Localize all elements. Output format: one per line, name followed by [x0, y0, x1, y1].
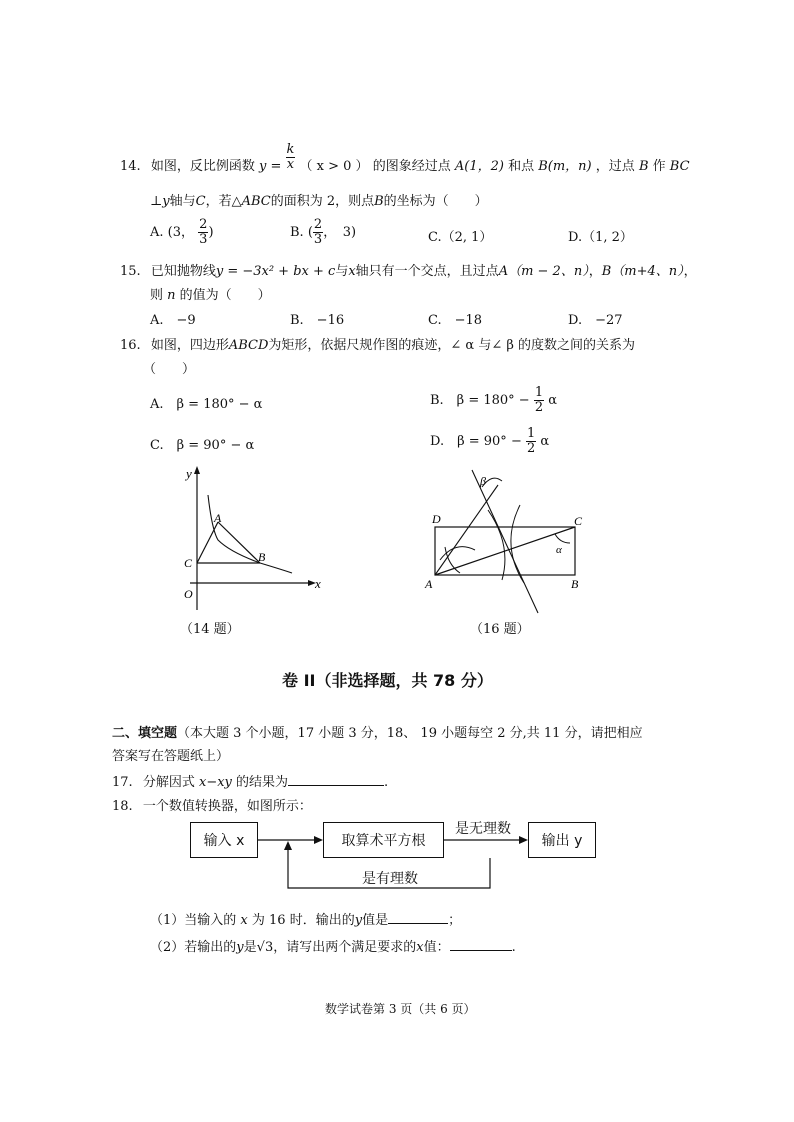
- q14-option-a: [150, 218, 214, 247]
- q15-text-2: 与: [335, 264, 349, 279]
- q14-opt-a-den: 3: [199, 232, 208, 247]
- q16-opt-b-den: 2: [534, 400, 544, 415]
- q16-opt-d-label: D. β = 90° −: [430, 434, 522, 449]
- q16-opt-b-label: B. β = 180° −: [430, 393, 530, 408]
- q14-func: y =: [258, 159, 282, 174]
- q14-perp: ⊥: [150, 194, 163, 209]
- q15-text-5: ，: [683, 264, 697, 279]
- q16-opt-b-frac: [534, 386, 544, 415]
- q14-text-1: 如图，反比例函数: [150, 159, 255, 174]
- fig16-ray-bisector: [435, 485, 498, 575]
- q14-opt-b-label: B.: [290, 225, 304, 240]
- q14-segment-bc: BC: [669, 159, 690, 174]
- fig14-segment-ab: [218, 522, 260, 563]
- flow-sqrt-label: 取算术平方根: [341, 833, 426, 849]
- section-2-title: 卷 II（非选择题，共 78 分）: [282, 671, 493, 690]
- q14-text-5: 作: [652, 159, 666, 174]
- fig16-caption: （16 题）: [470, 622, 530, 637]
- fill-header-bold: 二、填空题: [112, 726, 178, 741]
- q17-end: .: [384, 775, 389, 790]
- q15-l2b: 的值为（ ）: [179, 288, 271, 303]
- q16-abcd: ABCD: [228, 338, 269, 353]
- q14-b: B: [374, 194, 384, 209]
- q18-sub2-y: y: [236, 940, 244, 955]
- q16-option-d: [430, 427, 549, 456]
- q15-n: n: [167, 288, 176, 303]
- q14-opt-b-pre: (: [307, 225, 313, 240]
- q14-text-3: 和点: [508, 159, 535, 174]
- fig16-label-c: C: [574, 514, 583, 528]
- q14-point-b2: B: [638, 159, 649, 174]
- flow-input-label: 输入 x: [203, 833, 245, 849]
- q14-c: C: [195, 194, 206, 209]
- q16-opt-d-post: α: [540, 434, 550, 449]
- flow-arrowhead-loop: [284, 841, 292, 850]
- q18-line1: [112, 795, 312, 814]
- fig14-caption: （14 题）: [180, 622, 240, 637]
- q17-text-2: 的结果为: [236, 775, 289, 790]
- q18-sub2-c: ，请写出两个满足要求的: [273, 940, 417, 955]
- q14-l2d: ，若△: [205, 194, 242, 209]
- q18-text-1: 一个数值转换器，如图所示：: [142, 799, 312, 814]
- q16-line1: [120, 334, 635, 353]
- q14-condition: （ x > 0 ）: [299, 159, 369, 174]
- q15-option-d: D. −27: [568, 313, 623, 328]
- q14-line1: [120, 142, 690, 174]
- q15-line1: [120, 260, 697, 279]
- q18-sub2-answer-blank[interactable]: [450, 938, 512, 951]
- q14-line2: [150, 190, 488, 209]
- q18-sub2: [150, 936, 516, 955]
- q15-l2a: 则: [150, 288, 164, 303]
- q14-l2f: 的坐标为（ ）: [383, 194, 488, 209]
- q14-opt-a-label: A.: [150, 225, 164, 240]
- q18-sub2-b: 是: [243, 940, 257, 955]
- q18-sub1: [150, 909, 461, 928]
- q14-text-4: ，过点: [595, 159, 635, 174]
- q15-point-b: B（m+4、n）: [601, 264, 684, 279]
- flow-output-label: 输出 y: [541, 833, 583, 849]
- q17-text-1: 分解因式: [142, 775, 195, 790]
- fig16-arc-2: [511, 505, 524, 583]
- fig16-label-d: D: [432, 512, 441, 526]
- fig16-label-b: B: [571, 577, 579, 591]
- fig14-label-o: O: [184, 587, 193, 601]
- q14-l2b: 轴与: [169, 194, 196, 209]
- q15-number: 15.: [120, 264, 141, 279]
- q18-sub2-a: （2）若输出的: [150, 940, 237, 955]
- q18-sub2-d: 值：: [423, 940, 450, 955]
- fill-header-line2: 答案写在答题纸上）: [112, 749, 230, 764]
- q14-frac-num: k: [286, 142, 295, 157]
- q14-opt-a-frac: [198, 218, 208, 247]
- q17-expr: x−xy: [198, 775, 232, 790]
- q14-opt-a-post: ): [208, 225, 214, 240]
- page-footer: 数学试卷第 3 页（共 6 页）: [325, 1002, 476, 1016]
- fig16-label-alpha: α: [556, 544, 562, 556]
- q14-point-a: A(1，2): [454, 159, 504, 174]
- q16-paren: （ ）: [143, 362, 196, 377]
- q15-option-c: C. −18: [428, 313, 483, 328]
- q17-number: 17.: [112, 775, 133, 790]
- q16-opt-b-post: α: [548, 393, 558, 408]
- fig16-perp-bisector: [472, 470, 538, 613]
- q15-x: x: [348, 264, 356, 279]
- q15-equation: y = −3x² + bx + c: [215, 264, 336, 279]
- q15-text-1: 已知抛物线: [150, 264, 216, 279]
- fig16-diagonal-ac: [435, 527, 575, 575]
- fig14-label-x: x: [315, 576, 321, 591]
- flow-label-rational: 是有理数: [362, 871, 418, 887]
- q14-number: 14.: [120, 159, 141, 174]
- fill-header-rest: （本大题 3 个小题，17 小题 3 分，18、 19 小题每空 2 分,共 11 分，请把相应: [177, 726, 643, 741]
- q14-opt-b-num: 2: [313, 217, 323, 232]
- fig14-label-y: y: [186, 466, 192, 481]
- q15-text-4: ，: [588, 264, 602, 279]
- q18-sub1-c: 值是: [362, 913, 389, 928]
- q15-option-a: A. −9: [150, 313, 196, 328]
- fig14-label-b: B: [258, 550, 266, 564]
- fig14-segment-ca: [197, 522, 218, 563]
- fig16-label-beta: β: [480, 474, 486, 488]
- q15-option-b: B. −16: [290, 313, 345, 328]
- fig14-y-arrow: [194, 466, 200, 474]
- q16-text-2: 为矩形，依据尺规作图的痕迹，∠ α 与∠ β 的度数之间的关系为: [268, 338, 636, 353]
- q14-opt-a-pre: (3，: [167, 225, 195, 240]
- q18-sub1-x: x: [240, 913, 248, 928]
- q16-opt-d-frac: [526, 427, 536, 456]
- fig16-arc-alpha: [555, 534, 570, 543]
- q14-frac-den: x: [286, 157, 295, 172]
- q18-sub1-y: y: [354, 913, 363, 928]
- flow-label-irrational: 是无理数: [455, 821, 511, 837]
- q14-fraction-k-over-x: [286, 143, 296, 172]
- fig14-hyperbola: [208, 495, 292, 573]
- q15-text-3: 轴只有一个交点，且过点: [355, 264, 499, 279]
- q16-text-1: 如图，四边形: [150, 338, 229, 353]
- figure-14: [170, 460, 340, 620]
- q15-line2: [150, 284, 271, 303]
- q17-answer-blank[interactable]: [288, 773, 384, 786]
- q17: [112, 771, 388, 790]
- fill-in-header: [112, 722, 643, 741]
- q14-option-b: [290, 218, 356, 247]
- q18-sub1-end: ；: [448, 913, 462, 928]
- q18-sub1-b: 为 16 时．输出的: [251, 913, 355, 928]
- q14-point-b: B(m，n): [538, 159, 592, 174]
- q14-y: y: [162, 194, 170, 209]
- q14-opt-b-den: 3: [313, 232, 323, 247]
- q16-opt-b-num: 1: [534, 385, 544, 400]
- q14-opt-a-num: 2: [199, 217, 208, 232]
- q14-option-d: D.（1, 2）: [568, 230, 633, 245]
- q14-abc: ABC: [241, 194, 271, 209]
- q18-sub2-x: x: [416, 940, 424, 955]
- q14-opt-b-frac: [313, 218, 323, 247]
- q16-option-a: A. β = 180° − α: [150, 397, 263, 412]
- q14-option-c: C.（2, 1）: [428, 230, 493, 245]
- q16-opt-d-den: 2: [526, 441, 536, 456]
- q18-sub2-root: √3: [256, 940, 274, 955]
- q16-option-c: C. β = 90° − α: [150, 438, 255, 453]
- flow-arrowhead-2: [519, 836, 528, 844]
- q18-number: 18.: [112, 799, 133, 814]
- q14-text-2: 的图象经过点: [372, 159, 451, 174]
- q16-number: 16.: [120, 338, 141, 353]
- fig16-label-a: A: [425, 577, 433, 591]
- q14-l2e: 的面积为 2，则点: [270, 194, 375, 209]
- figure-16: [420, 465, 600, 615]
- q18-sub1-a: （1）当输入的: [150, 913, 237, 928]
- q16-opt-d-num: 1: [526, 426, 536, 441]
- q18-sub2-end: .: [511, 940, 516, 955]
- fig14-label-a: A: [214, 511, 222, 525]
- fig14-label-c: C: [184, 556, 193, 570]
- q14-opt-b-post: ， 3): [323, 225, 357, 240]
- q16-option-b: [430, 386, 557, 415]
- q15-point-a: A（m − 2、n）: [498, 264, 589, 279]
- fig16-arc-1: [488, 510, 505, 580]
- q18-sub1-answer-blank[interactable]: [388, 911, 448, 924]
- flow-arrowhead-1: [314, 836, 323, 844]
